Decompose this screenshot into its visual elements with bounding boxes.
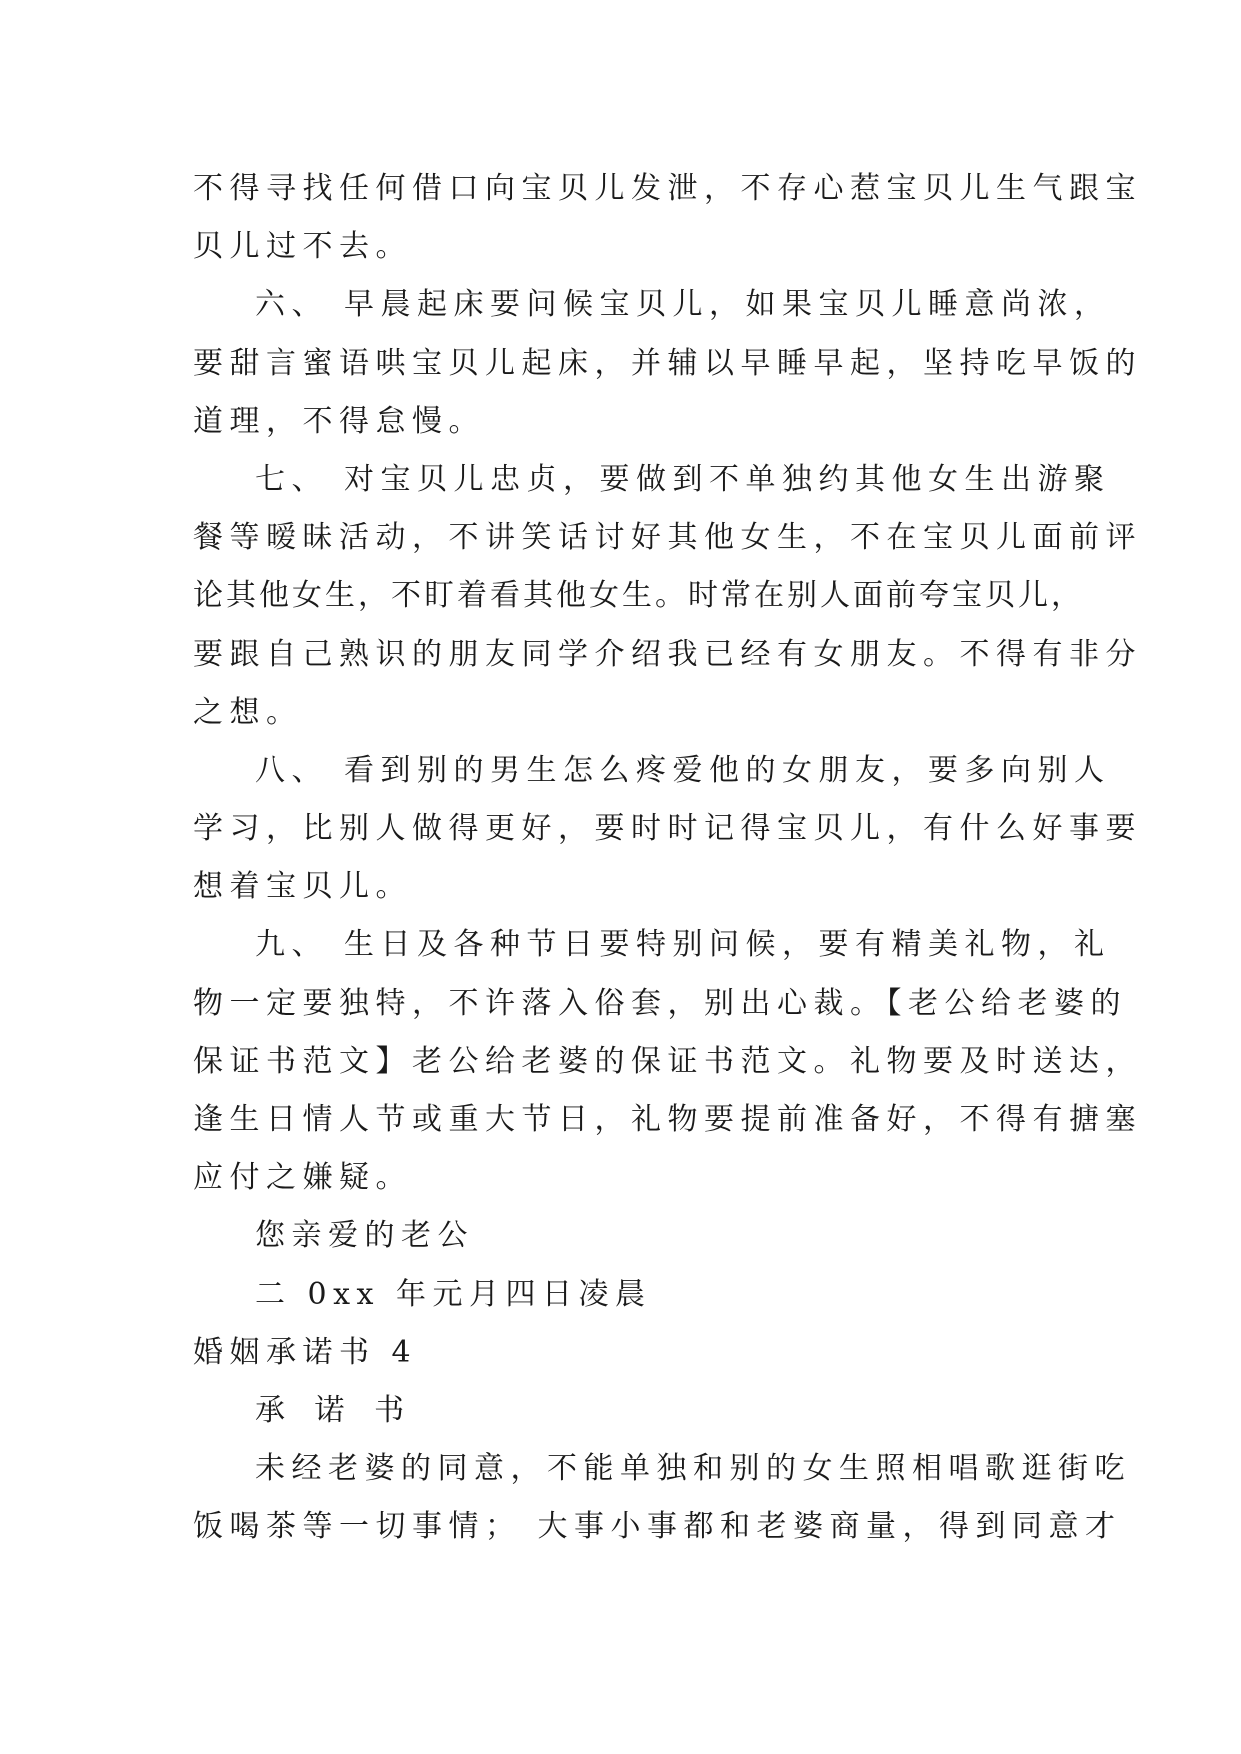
text-line: 不得寻找任何借口向宝贝儿发泄，不存心惹宝贝儿生气跟宝: [193, 171, 1142, 206]
clause-seven: 七、 对宝贝儿忠贞，要做到不单独约其他女生出游聚: [255, 461, 1111, 497]
text-line: 论其他女生，不盯着看其他女生。时常在别人面前夸宝贝儿，: [193, 578, 1084, 614]
text-line: 物一定要独特，不许落入俗套，别出心裁。【老公给老婆的: [193, 985, 1127, 1021]
clause-nine: 九、 生日及各种节日要特别问候，要有精美礼物，礼: [255, 927, 1111, 963]
text-line: 保证书范文】老公给老婆的保证书范文。礼物要及时送达，: [193, 1043, 1142, 1079]
text-line: 之想。: [193, 694, 303, 730]
text-line: 想着宝贝儿。: [193, 869, 412, 905]
text-line: 要甜言蜜语哄宝贝儿起床，并辅以早睡早起，坚持吃早饭的: [193, 345, 1142, 381]
text-line: 贝儿过不去。: [193, 229, 412, 265]
text-line: 道理，不得怠慢。: [193, 403, 485, 439]
text-line: 逢生日情人节或重大节日，礼物要提前准备好，不得有搪塞: [193, 1102, 1142, 1137]
text-line: 应付之嫌疑。: [193, 1160, 412, 1196]
text-line: 要跟自己熟识的朋友同学介绍我已经有女朋友。不得有非分: [193, 636, 1142, 672]
date-line: 二 0xx 年元月四日凌晨: [255, 1276, 652, 1312]
document-title: 承 诺 书: [255, 1392, 415, 1428]
clause-six: 六、 早晨起床要问候宝贝儿，如果宝贝儿睡意尚浓，: [255, 287, 1111, 323]
text-line: 学习，比别人做得更好，要时时记得宝贝儿，有什么好事要: [193, 811, 1142, 847]
text-line: 餐等暧昧活动，不讲笑话讨好其他女生，不在宝贝儿面前评: [193, 520, 1142, 556]
section-heading: 婚姻承诺书 4: [193, 1334, 418, 1370]
text-line: 未经老婆的同意，不能单独和别的女生照相唱歌逛街吃: [255, 1451, 1131, 1487]
clause-eight: 八、 看到别的男生怎么疼爱他的女朋友，要多向别人: [255, 752, 1111, 788]
document-body: [193, 160, 1142, 1557]
text-line: 饭喝茶等一切事情； 大事小事都和老婆商量，得到同意才: [193, 1509, 1122, 1545]
signature-line: 您亲爱的老公: [255, 1218, 474, 1254]
